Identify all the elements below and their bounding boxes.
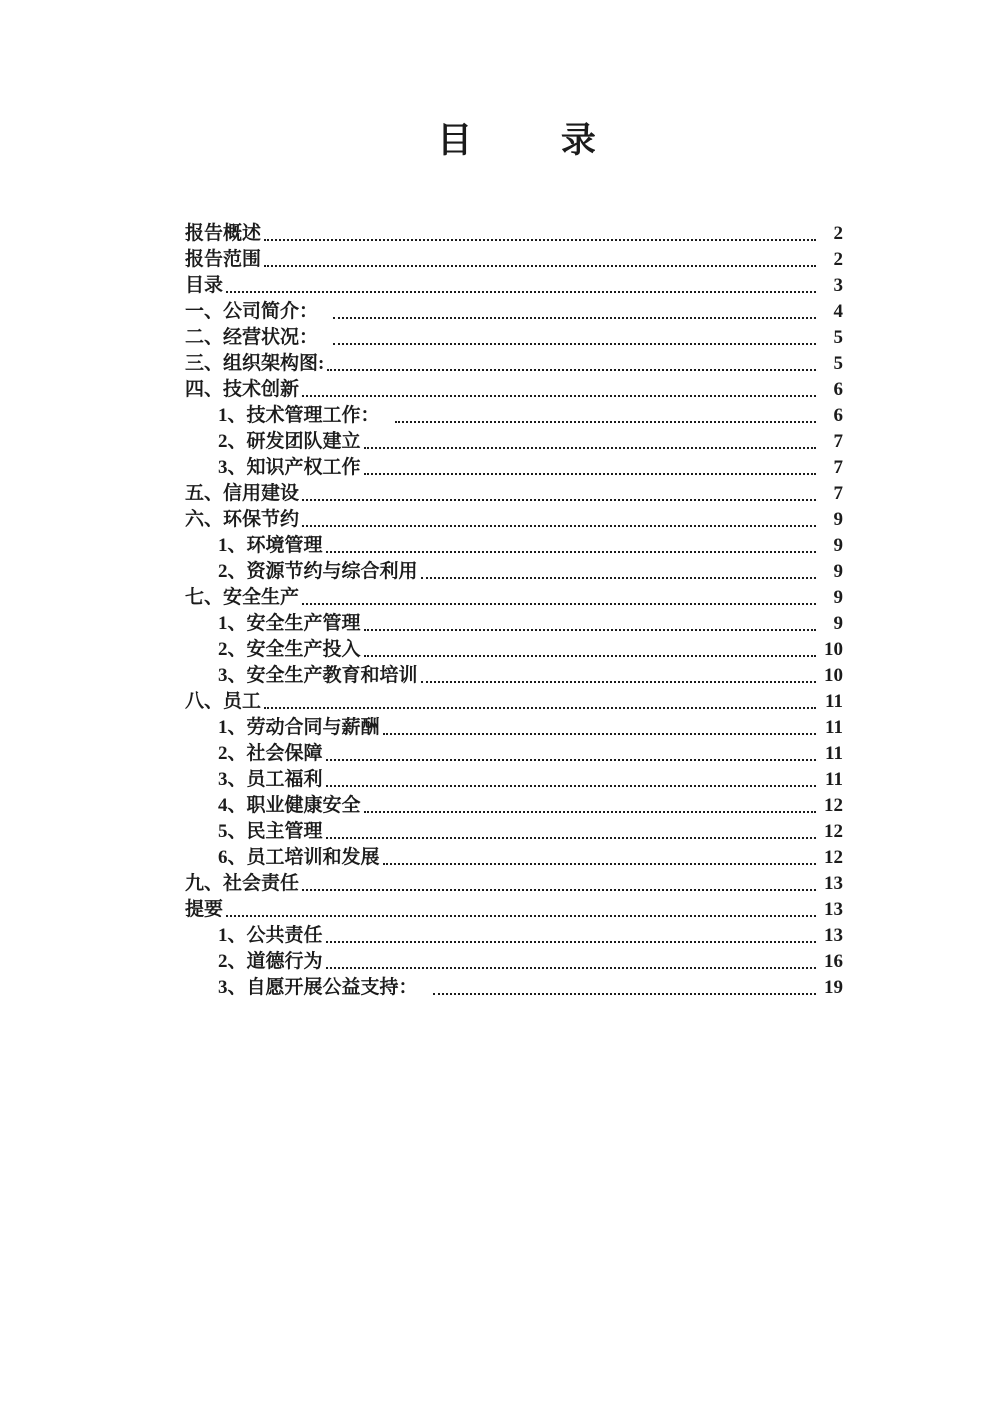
toc-entry-label: 报告范围	[185, 249, 262, 270]
toc-entry-page: 5	[833, 327, 843, 348]
toc-entry-page: 7	[833, 431, 843, 452]
toc-entry-page: 9	[833, 509, 843, 530]
toc-entry-label: 2、安全生产投入	[218, 639, 361, 660]
toc-entry[interactable]	[185, 793, 843, 819]
dot-leader	[302, 889, 816, 891]
toc-entry-page: 7	[833, 483, 843, 504]
dot-leader	[327, 369, 816, 371]
toc-entry-page: 9	[833, 587, 843, 608]
toc-entry-label: 3、员工福利	[218, 769, 323, 790]
dot-leader	[383, 863, 816, 865]
dot-leader	[226, 291, 816, 293]
toc-entry-page: 4	[833, 301, 843, 322]
toc-entry-label: 三、组织架构图:	[185, 353, 325, 374]
dot-leader	[326, 941, 816, 943]
toc-entry-label: 六、环保节约	[185, 509, 300, 530]
toc-entry[interactable]	[185, 221, 843, 247]
toc-entry[interactable]	[185, 325, 843, 351]
toc-entry-label: 6、员工培训和发展	[218, 847, 380, 868]
dot-leader	[433, 993, 816, 995]
toc-entry-label: 3、安全生产教育和培训	[218, 665, 418, 686]
toc-entry[interactable]	[185, 611, 843, 637]
dot-leader	[264, 707, 816, 709]
toc-entry-page: 12	[824, 847, 843, 868]
toc-entry-label: 5、民主管理	[218, 821, 323, 842]
dot-leader	[364, 447, 816, 449]
toc-entry-page: 5	[833, 353, 843, 374]
toc-entry-label: 目录	[185, 275, 224, 296]
toc-entry-page: 2	[833, 249, 843, 270]
toc-entry[interactable]	[185, 923, 843, 949]
page-title: 目 录	[437, 121, 597, 160]
toc-entry-page: 9	[833, 535, 843, 556]
dot-leader	[364, 655, 816, 657]
toc-entry[interactable]	[185, 455, 843, 481]
toc-entry-page: 6	[833, 405, 843, 426]
dot-leader	[326, 837, 816, 839]
toc-entry-label: 七、安全生产	[185, 587, 300, 608]
toc-entry-label: 3、自愿开展公益支持：	[218, 977, 418, 998]
toc-list	[185, 221, 843, 1001]
toc-entry-page: 13	[824, 925, 843, 946]
toc-entry[interactable]	[185, 481, 843, 507]
toc-entry-page: 16	[824, 951, 843, 972]
toc-entry[interactable]	[185, 403, 843, 429]
toc-entry[interactable]	[185, 897, 843, 923]
dot-leader	[302, 525, 816, 527]
toc-entry-page: 2	[833, 223, 843, 244]
toc-entry[interactable]	[185, 429, 843, 455]
dot-leader	[326, 551, 816, 553]
toc-entry-label: 四、技术创新	[185, 379, 300, 400]
dot-leader	[326, 785, 816, 787]
toc-entry[interactable]	[185, 689, 843, 715]
toc-entry-label: 1、技术管理工作：	[218, 405, 380, 426]
toc-entry-label: 2、道德行为	[218, 951, 323, 972]
toc-entry-page: 7	[833, 457, 843, 478]
dot-leader	[302, 499, 816, 501]
toc-entry-label: 1、安全生产管理	[218, 613, 361, 634]
dot-leader	[302, 603, 816, 605]
toc-entry-page: 10	[824, 639, 843, 660]
toc-entry-label: 4、职业健康安全	[218, 795, 361, 816]
toc-entry[interactable]	[185, 767, 843, 793]
dot-leader	[264, 265, 816, 267]
toc-entry-page: 11	[825, 691, 843, 712]
dot-leader	[264, 239, 816, 241]
dot-leader	[333, 317, 816, 319]
toc-entry-page: 6	[833, 379, 843, 400]
toc-entry[interactable]	[185, 273, 843, 299]
toc-entry[interactable]	[185, 299, 843, 325]
toc-entry-label: 二、经营状况：	[185, 327, 319, 348]
toc-entry[interactable]	[185, 741, 843, 767]
toc-entry[interactable]	[185, 715, 843, 741]
dot-leader	[364, 811, 816, 813]
dot-leader	[383, 733, 816, 735]
toc-entry-label: 提要	[185, 899, 224, 920]
toc-entry-page: 9	[833, 613, 843, 634]
toc-entry-page: 19	[824, 977, 843, 998]
toc-entry-page: 11	[825, 743, 843, 764]
toc-entry-page: 13	[824, 899, 843, 920]
toc-entry-page: 3	[833, 275, 843, 296]
toc-entry-label: 报告概述	[185, 223, 262, 244]
dot-leader	[226, 915, 816, 917]
dot-leader	[421, 681, 816, 683]
toc-entry[interactable]	[185, 351, 843, 377]
toc-entry-label: 九、社会责任	[185, 873, 300, 894]
toc-entry-label: 2、资源节约与综合利用	[218, 561, 418, 582]
dot-leader	[333, 343, 816, 345]
toc-entry[interactable]	[185, 819, 843, 845]
toc-entry-label: 五、信用建设	[185, 483, 300, 504]
toc-entry[interactable]	[185, 845, 843, 871]
toc-entry-label: 3、知识产权工作	[218, 457, 361, 478]
toc-entry-page: 10	[824, 665, 843, 686]
toc-entry-label: 八、员工	[185, 691, 262, 712]
toc-entry-page: 11	[825, 717, 843, 738]
toc-entry[interactable]	[185, 871, 843, 897]
toc-entry[interactable]	[185, 949, 843, 975]
toc-entry-page: 9	[833, 561, 843, 582]
toc-entry-label: 1、环境管理	[218, 535, 323, 556]
toc-entry-page: 11	[825, 769, 843, 790]
toc-entry[interactable]	[185, 585, 843, 611]
dot-leader	[326, 967, 816, 969]
toc-entry-label: 1、公共责任	[218, 925, 323, 946]
toc-entry[interactable]	[185, 377, 843, 403]
toc-entry-page: 12	[824, 795, 843, 816]
toc-entry[interactable]	[185, 663, 843, 689]
dot-leader	[421, 577, 816, 579]
toc-entry[interactable]	[185, 559, 843, 585]
toc-entry-label: 2、社会保障	[218, 743, 323, 764]
dot-leader	[364, 629, 816, 631]
toc-entry[interactable]	[185, 637, 843, 663]
toc-entry-label: 一、公司简介：	[185, 301, 319, 322]
toc-entry[interactable]	[185, 533, 843, 559]
toc-entry[interactable]	[185, 975, 843, 1001]
dot-leader	[364, 473, 816, 475]
toc-entry-label: 1、劳动合同与薪酬	[218, 717, 380, 738]
toc-entry-page: 13	[824, 873, 843, 894]
dot-leader	[395, 421, 816, 423]
dot-leader	[302, 395, 816, 397]
toc-entry-label: 2、研发团队建立	[218, 431, 361, 452]
toc-entry-page: 12	[824, 821, 843, 842]
toc-entry[interactable]	[185, 247, 843, 273]
toc-entry[interactable]	[185, 507, 843, 533]
dot-leader	[326, 759, 816, 761]
